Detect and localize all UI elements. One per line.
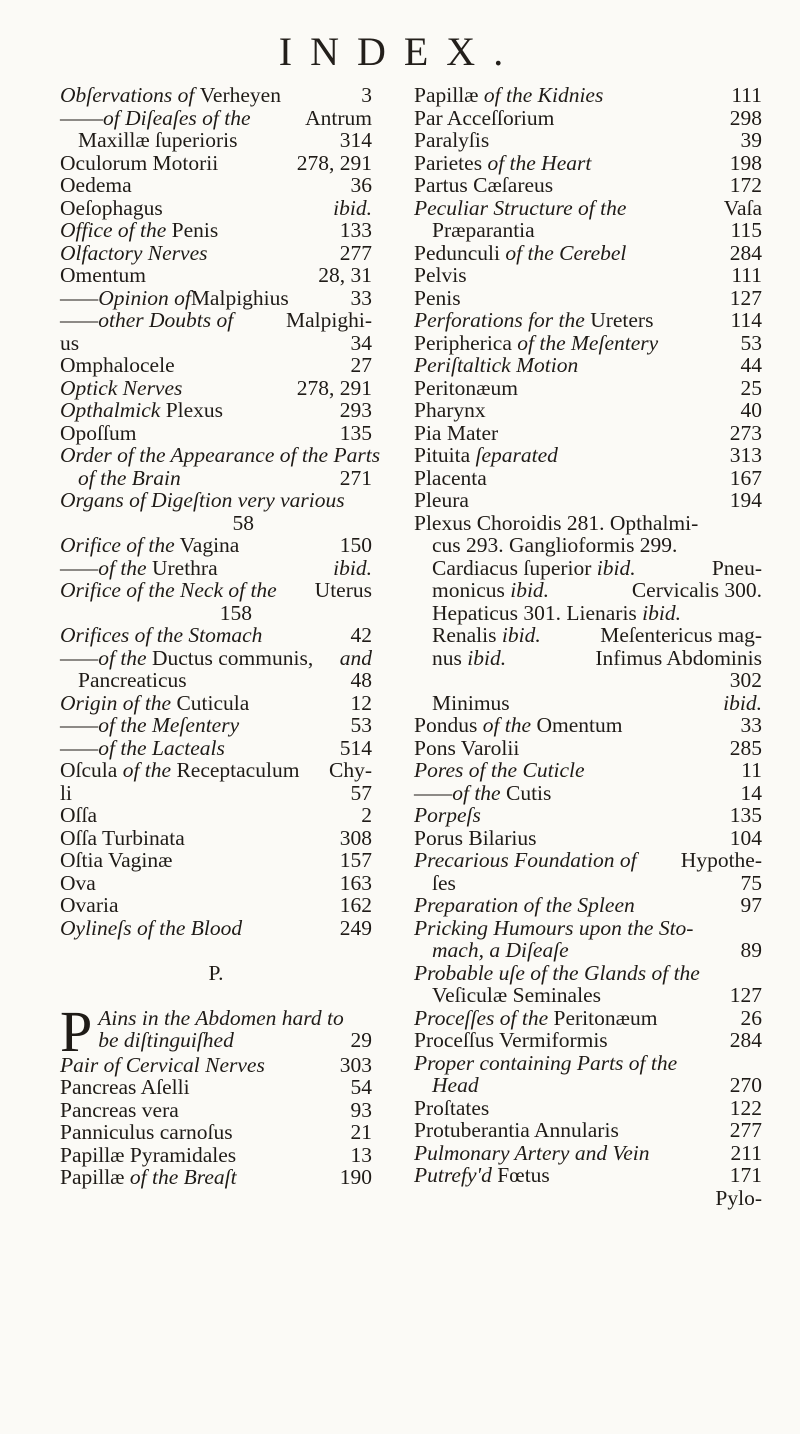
index-entry: Olfactory Nerves 277 xyxy=(60,240,372,265)
index-entry: Pulmonary Artery and Vein 211 xyxy=(414,1140,762,1165)
index-entry: ——other Doubts of Malpighi- xyxy=(60,308,372,332)
index-entry: Præparantia 115 xyxy=(432,218,762,242)
index-entry: Optick Nerves 278, 291 xyxy=(60,375,372,400)
index-entry: Opthalmick Plexus 293 xyxy=(60,398,372,422)
index-entry: Opoſſum 135 xyxy=(60,420,372,445)
index-entry: Penis 127 xyxy=(414,285,762,310)
section-heading: P. xyxy=(208,960,224,985)
index-entry: Oculorum Motorii 278, 291 xyxy=(60,150,372,175)
index-entry: Office of the Penis 133 xyxy=(60,218,372,242)
index-entry: Paralyſis 39 xyxy=(414,128,762,152)
index-entry-plexus: Plexus Choroidis 281. Opthalmi- cus 293. Ganglioformis 299. Cardiacus ſuperior ibid. Pneu- monicus ibid. Cervicalis 300. Hepaticus 301. Lienaris ibid. Renalis ibid. Meſentericus mag- nus ibid. Infimus Abdominis 302 xyxy=(414,510,762,692)
index-entry: Placenta 167 xyxy=(414,465,762,490)
index-entry: ——of the Cutis 14 xyxy=(414,780,762,805)
index-column-left xyxy=(60,83,381,1189)
index-entry: of the Brain 271 xyxy=(78,465,372,490)
index-entry: Pelvis 111 xyxy=(414,263,762,287)
index-entry: Periſtaltick Motion 44 xyxy=(414,353,762,377)
index-entry: Pons Varolii 285 xyxy=(414,735,762,760)
index-entry: Partus Cæſareus 172 xyxy=(414,173,762,197)
index-entry: Porus Bilarius 104 xyxy=(414,825,762,850)
index-entry: Putrefy'd Fœtus 171 xyxy=(414,1163,762,1187)
index-entry: Origin of the Cuticula 12 xyxy=(60,690,372,715)
index-entry: 158 xyxy=(219,600,252,625)
index-entry: Pair of Cervical Nerves 303 xyxy=(60,1052,372,1077)
index-entry: Oedema 36 xyxy=(60,173,372,197)
index-entry: Probable uſe of the Glands of the xyxy=(414,960,700,985)
index-entry: Oylineſs of the Blood 249 xyxy=(60,915,372,940)
index-entry: Peritonæum 25 xyxy=(414,375,762,400)
index-entry: Proceſſes of the Peritonæum 26 xyxy=(414,1005,762,1030)
index-entry: Papillæ of the Kidnies 111 xyxy=(414,83,762,107)
index-entry: Perforations for the Ureters 114 xyxy=(414,308,762,332)
index-entry: P Ains in the Abdomen hard to be diſtinguiſhed 29 xyxy=(60,1006,372,1054)
index-entry: us 34 xyxy=(60,330,372,355)
index-entry: Pleura 194 xyxy=(414,488,762,512)
index-entry: Ovaria 162 xyxy=(60,893,372,917)
index-entry: Proceſſus Vermiformis 284 xyxy=(414,1028,762,1052)
index-entry: Oſcula of the Receptaculum Chy- xyxy=(60,758,372,782)
index-entry: Oeſophagus ibid. xyxy=(60,195,372,220)
index-entry: Proper containing Parts of the xyxy=(414,1050,678,1075)
index-entry: li 57 xyxy=(60,780,372,805)
index-entry: Omentum 28, 31 xyxy=(60,263,372,287)
index-entry: Pondus of the Omentum 33 xyxy=(414,713,762,737)
drop-cap: P xyxy=(60,1006,93,1054)
index-entry: Pores of the Cuticle 11 xyxy=(414,758,762,782)
index-entry: Oſtia Vaginæ 157 xyxy=(60,848,372,872)
index-entry: Porpeſs 135 xyxy=(414,803,762,827)
index-column-right xyxy=(414,84,762,1209)
index-entry: Orifices of the Stomach 42 xyxy=(60,623,372,647)
index-entry: Omphalocele 27 xyxy=(60,353,372,377)
page-header: INDEX. xyxy=(278,29,522,74)
index-entry: Ova 163 xyxy=(60,870,372,895)
index-entry: Papillæ Pyramidales 13 xyxy=(60,1142,372,1167)
index-entry: ——of the Lacteals 514 xyxy=(60,735,372,760)
index-entry: Oſſa Turbinata 308 xyxy=(60,825,372,850)
index-entry: mach, a Diſeaſe 89 xyxy=(432,938,762,962)
index-entry: Pituita ſeparated 313 xyxy=(414,443,762,467)
index-entry: Pedunculi of the Cerebel 284 xyxy=(414,240,762,265)
index-entry: Orifice of the Vagina 150 xyxy=(60,533,372,557)
index-entry: ——of Diſeaſes of the Antrum xyxy=(60,105,372,130)
index-entry: Head 270 xyxy=(432,1073,762,1097)
index-entry: Veſiculæ Seminales 127 xyxy=(432,983,762,1007)
index-entry: Organs of Digeſtion very various xyxy=(60,488,345,512)
index-entry: Minimus ibid. xyxy=(432,690,762,715)
index-entry: Parietes of the Heart 198 xyxy=(414,150,762,175)
index-entry: Oſſa 2 xyxy=(60,803,372,827)
index-entry: Pricking Humours upon the Sto- xyxy=(414,915,694,940)
catchword: Pylo- xyxy=(715,1185,762,1210)
index-entry: Preparation of the Spleen 97 xyxy=(414,893,762,917)
index-entry: Maxillæ ſuperioris 314 xyxy=(78,128,372,152)
index-entry: Obſervations of Verheyen 3 xyxy=(60,83,372,107)
index-entry: Par Acceſſorium 298 xyxy=(414,105,762,130)
index-entry: Pia Mater 273 xyxy=(414,420,762,445)
index-entry: ——of the Urethra ibid. xyxy=(60,555,372,580)
index-entry: 58 xyxy=(232,510,254,535)
index-entry: Proſtates 122 xyxy=(414,1095,762,1120)
index-entry: Papillæ of the Breaſt 190 xyxy=(60,1165,372,1189)
index-entry: Order of the Appearance of the Parts xyxy=(60,443,381,467)
index-entry: Orifice of the Neck of the Uterus xyxy=(60,578,372,602)
index-entry: ——Opinion ofMalpighius 33 xyxy=(60,285,372,310)
index-entry: Pancreas vera 93 xyxy=(60,1097,372,1122)
index-entry: Panniculus carnoſus 21 xyxy=(60,1120,372,1144)
index-entry: Peripherica of the Meſentery 53 xyxy=(414,330,762,355)
index-entry: Pancreaticus 48 xyxy=(78,668,372,692)
index-entry: Peculiar Structure of the Vaſa xyxy=(414,195,762,220)
index-entry: Pancreas Aſelli 54 xyxy=(60,1075,372,1099)
index-entry: ——of the Meſentery 53 xyxy=(60,713,372,737)
index-entry: Precarious Foundation of Hypothe- xyxy=(414,848,762,872)
index-entry: Protuberantia Annularis 277 xyxy=(414,1118,762,1142)
index-entry: ſes 75 xyxy=(432,870,762,895)
index-entry: Pharynx 40 xyxy=(414,398,762,422)
index-entry: ——of the Ductus communis, and xyxy=(60,645,372,670)
